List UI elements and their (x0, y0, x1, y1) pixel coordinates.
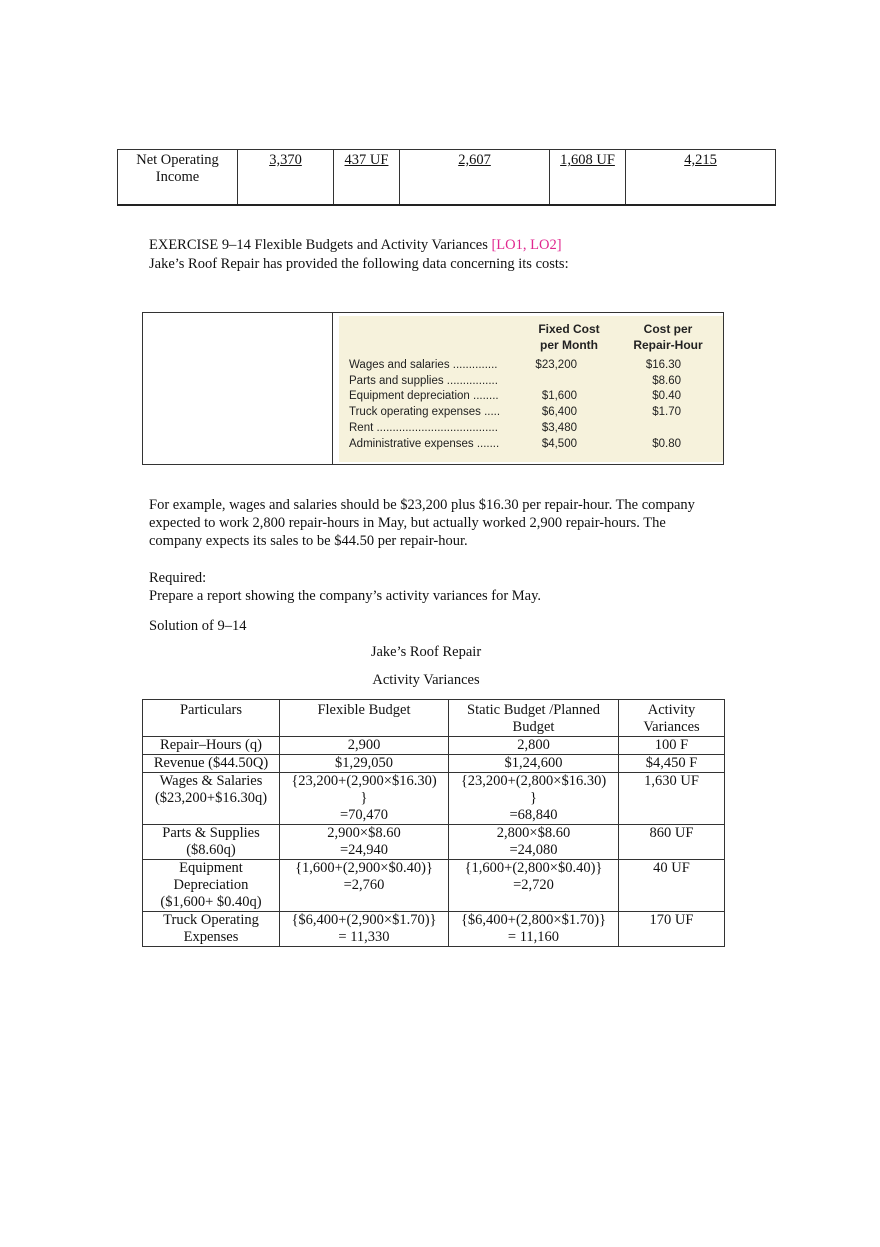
table-row (143, 737, 725, 755)
table-cell (334, 150, 400, 206)
cell-line: Repair–Hours (q) (160, 737, 262, 753)
flexible-budget-cell (280, 773, 449, 825)
cost-data-box (142, 312, 724, 465)
cost-per-hour: $1.70 (652, 406, 681, 419)
variance-cell (619, 912, 725, 947)
cost-per-hour: $16.30 (645, 359, 681, 371)
fixed-cost: $4,500 (541, 437, 577, 450)
learning-objectives: [LO1, LO2] (491, 237, 562, 253)
header-line: Budget (512, 719, 555, 735)
static-budget-cell (449, 912, 619, 947)
variance-cell (619, 737, 725, 755)
particulars-cell (143, 912, 280, 947)
solution-label: Solution of 9–14 (149, 618, 247, 634)
cost-row (349, 374, 719, 390)
cell-value: 2,607 (458, 152, 491, 168)
cell-value: 1,608 UF (560, 152, 615, 168)
cell-line: {23,200+(2,800×$16.30) (460, 773, 607, 789)
cell-line: Expenses (183, 929, 239, 945)
cell-line: =68,840 (509, 807, 558, 823)
flexible-budget-cell (280, 912, 449, 947)
cell-line: $1,29,050 (335, 755, 393, 771)
flexible-budget-cell (280, 860, 449, 912)
fixed-cost-header (529, 321, 609, 353)
particulars-cell (143, 773, 280, 825)
cell-line: 2,900 (347, 737, 381, 753)
cost-label: Truck operating expenses ..... (349, 406, 501, 419)
required-label: Required: (149, 570, 207, 586)
cell-line: ($1,600+ $0.40q) (160, 894, 262, 910)
cell-line: =2,760 (343, 877, 385, 893)
particulars-cell (143, 737, 280, 755)
flexible-budget-cell (280, 737, 449, 755)
cell-line: {1,600+(2,800×$0.40)} (464, 860, 603, 876)
particulars-cell (143, 860, 280, 912)
cell-line: } (360, 790, 368, 806)
header-line: Fixed Cost (538, 322, 600, 336)
table-cell (550, 150, 626, 206)
variance-cell (619, 825, 725, 860)
cell-value: 4,215 (684, 152, 717, 168)
row-label (118, 150, 238, 206)
variance-cell (619, 860, 725, 912)
report-title-text: Activity Variances (372, 672, 480, 688)
cell-line: = 11,160 (507, 929, 560, 945)
column-header: Flexible Budget (280, 700, 449, 737)
exercise-title-text: EXERCISE 9–14 Flexible Budgets and Activity Variances (149, 237, 488, 253)
cost-label: Rent ...................................... (349, 421, 498, 434)
cost-row (349, 421, 719, 437)
cell-line: {1,600+(2,900×$0.40)} (295, 860, 433, 876)
header-line: Variances (643, 719, 700, 735)
cost-per-hour: $0.40 (652, 390, 681, 403)
column-header (619, 700, 725, 737)
row-label-line: Income (155, 169, 200, 185)
cell-line: =70,470 (339, 807, 389, 823)
header-line: Repair-Hour (633, 338, 703, 352)
variance-cell (619, 755, 725, 773)
header-line: Cost per (643, 322, 693, 336)
fixed-cost: $1,600 (541, 390, 577, 403)
table-header-row (143, 700, 725, 737)
cell-line: 100 F (654, 737, 689, 753)
cost-label: Wages and salaries .............. (349, 359, 498, 371)
table-cell (400, 150, 550, 206)
cost-row (349, 437, 719, 453)
exercise-title (149, 236, 562, 255)
column-header: Particulars (143, 700, 280, 737)
table-row (143, 860, 725, 912)
fixed-cost: $23,200 (535, 359, 577, 371)
table-cell (626, 150, 776, 206)
cell-line: {$6,400+(2,900×$1.70)} (291, 912, 437, 928)
net-operating-income-table (117, 149, 776, 206)
cell-line: ($8.60q) (186, 842, 236, 858)
paragraph-line: expected to work 2,800 repair-hours in May, but actually worked 2,900 repair-hours. The (149, 515, 666, 531)
table-row (143, 773, 725, 825)
cost-label: Equipment depreciation ........ (349, 390, 499, 403)
report-title (0, 672, 880, 689)
required-text: Prepare a report showing the company’s activity variances for May. (149, 588, 542, 604)
cell-line: =24,940 (339, 842, 389, 858)
flexible-budget-cell (280, 825, 449, 860)
row-label-line: Net Operating (136, 152, 219, 168)
activity-variances-table (142, 699, 725, 947)
table-row (143, 912, 725, 947)
cell-line: =2,720 (513, 877, 554, 893)
variance-cell (619, 773, 725, 825)
paragraph-line: For example, wages and salaries should be $23,200 plus $16.30 per repair-hour. The company (149, 497, 695, 513)
column-divider (332, 313, 333, 464)
flexible-budget-cell (280, 755, 449, 773)
cell-line: $4,450 F (645, 755, 698, 771)
table-cell (238, 150, 334, 206)
cell-line: = 11,330 (338, 929, 390, 945)
cell-value: 3,370 (269, 152, 302, 168)
cost-label: Administrative expenses ....... (349, 437, 500, 450)
paragraph-line: company expects its sales to be $44.50 per repair-hour. (149, 533, 468, 549)
cost-per-hour: $0.80 (652, 437, 681, 450)
cell-line: 1,630 UF (644, 773, 699, 789)
cell-line: } (530, 790, 537, 806)
cell-value: 437 UF (344, 152, 389, 168)
cell-line: =24,080 (509, 842, 558, 858)
cell-line: {23,200+(2,900×$16.30) (291, 773, 437, 789)
cell-line: Wages & Salaries (159, 773, 263, 789)
cost-data-image (339, 316, 723, 462)
company-name (0, 644, 880, 661)
static-budget-cell (449, 737, 619, 755)
cost-row (349, 389, 719, 405)
cell-line: 860 UF (649, 825, 694, 841)
cell-line: {$6,400+(2,800×$1.70)} (460, 912, 607, 928)
company-name-text: Jake’s Roof Repair (370, 644, 482, 660)
fixed-cost: $6,400 (541, 406, 577, 419)
exercise-intro: Jake’s Roof Repair has provided the following data concerning its costs: (149, 256, 569, 272)
cell-line: Revenue ($44.50Q) (153, 755, 269, 771)
cell-line: 2,800×$8.60 (496, 825, 571, 841)
cost-per-hour-header (623, 321, 713, 353)
static-budget-cell (449, 825, 619, 860)
particulars-cell (143, 825, 280, 860)
cost-label: Parts and supplies ................ (349, 374, 498, 387)
header-line: Static Budget /Planned (467, 702, 600, 718)
cell-line: 2,800 (517, 737, 550, 753)
column-header (449, 700, 619, 737)
cell-line: Truck Operating (163, 912, 259, 928)
table-row (118, 150, 776, 206)
cell-line: 40 UF (653, 860, 690, 876)
cell-line: 2,900×$8.60 (327, 825, 401, 841)
cost-row (349, 358, 719, 374)
cost-per-hour: $8.60 (652, 374, 681, 387)
cell-line: $1,24,600 (504, 755, 563, 771)
cost-row (349, 405, 719, 421)
fixed-cost: $3,480 (541, 421, 577, 434)
cell-line: Depreciation (173, 877, 249, 893)
cell-line: Equipment (179, 860, 243, 876)
header-line: per Month (540, 338, 598, 352)
cell-line: Parts & Supplies (162, 825, 260, 841)
cell-line: 170 UF (649, 912, 694, 928)
header-line: Activity (647, 702, 696, 718)
static-budget-cell (449, 860, 619, 912)
table-row (143, 755, 725, 773)
particulars-cell (143, 755, 280, 773)
table-row (143, 825, 725, 860)
static-budget-cell (449, 773, 619, 825)
cell-line: ($23,200+$16.30q) (154, 790, 268, 806)
static-budget-cell (449, 755, 619, 773)
